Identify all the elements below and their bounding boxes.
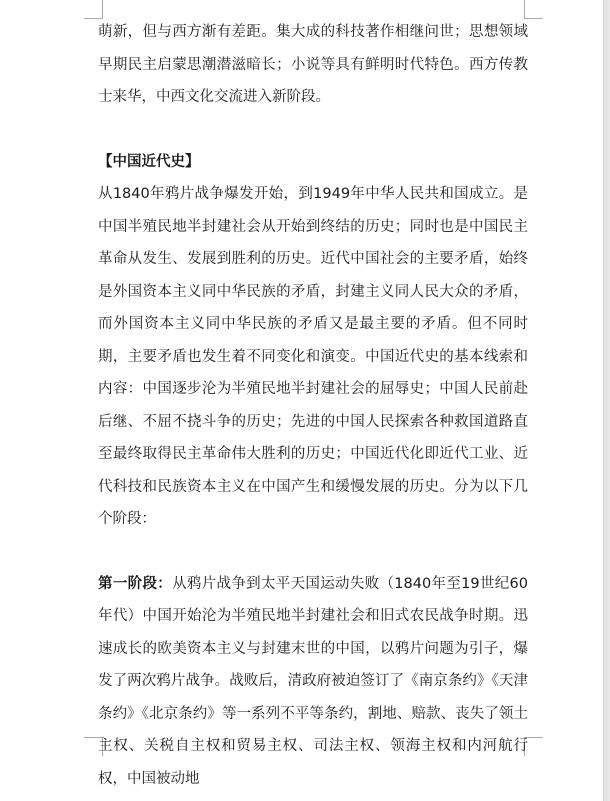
section-heading: 【中国近代史】 <box>98 153 200 170</box>
paragraph-gap <box>98 536 528 568</box>
paragraph-gap <box>98 114 528 146</box>
intro-paragraph: 萌新，但与西方渐有差距。集大成的科技著作相继问世；思想领域早期民主启蒙思潮潜滋暗长；小说等具有鲜明时代特色。西方传教士来华，中西文化交流进入新阶段。 <box>98 24 528 105</box>
section-paragraph: 从1840年鸦片战争爆发开始，到1949年中华人民共和国成立。是中国半殖民地半封建社会从开始到终结的历史；同时也是中国民主革命从发生、发展到胜利的历史。近代中国社会的主要矛盾，始终是外国资本主义同中华民族的矛盾，封建主义同人民大众的矛盾，而外国资本主义同中华民族的矛盾又是最主要的矛盾。但不同时期，主要矛盾也发生着不同变化和演变。中国近代史的基本线索和内容：中国逐步沦为半殖民地半封建社会的屈辱史；中国人民前赴后继、不屈不挠斗争的历史；先进的中国人民探索各种救国道路直至最终取得民主革命伟大胜利的历史；中国近代化即近代工业、近代科技和民族资本主义在中国产生和缓慢发展的历史。分为以下几个阶段： <box>98 186 528 527</box>
document-body <box>98 16 528 795</box>
stage-one-paragraph <box>98 568 528 796</box>
stage-one-text: 从鸦片战争到太平天国运动失败（1840年至19世纪60年代）中国开始沦为半殖民地半封建社会和旧式农民战争时期。迅速成长的欧美资本主义与封建末世的中国，以鸦片问题为引子，爆发了两次鸦片战争。战败后，清政府被迫签订了《南京条约》《天津条约》《北京条约》等一系列不平等条约，割地、赔款、丧失了领土主权、关税自主权和贸易主权、司法主权、领海主权和内河航行权，中国被动地 <box>98 575 528 787</box>
stage-one-label: 第一阶段： <box>98 575 173 592</box>
